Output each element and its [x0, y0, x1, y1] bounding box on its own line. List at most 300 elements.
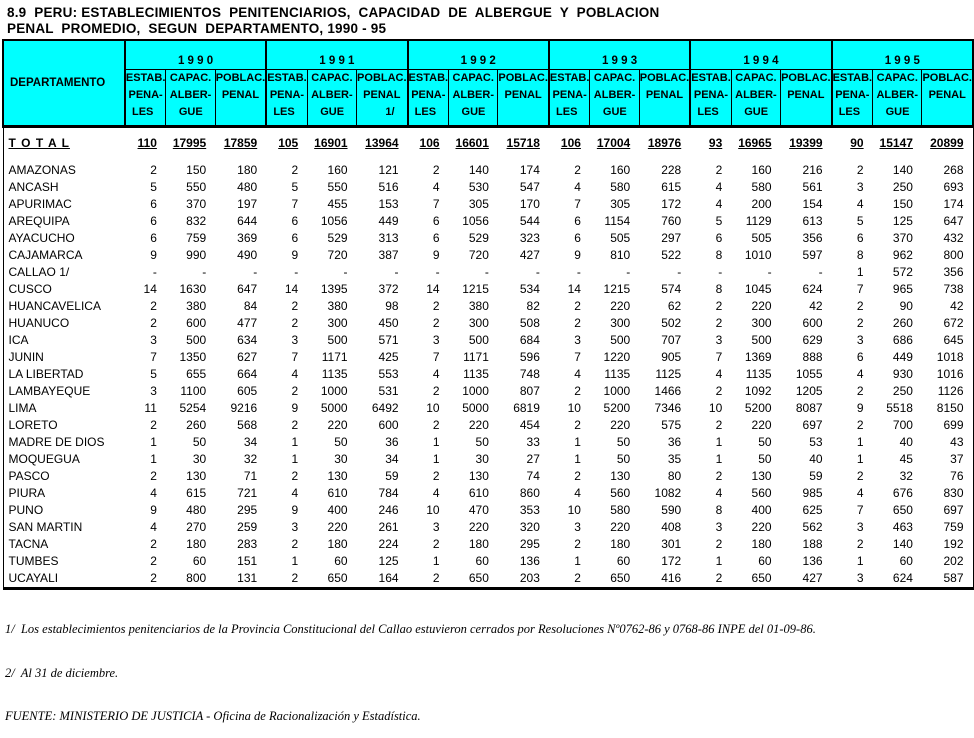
value-cell: 1 [574, 452, 581, 466]
value-cell: 759 [943, 520, 964, 534]
value-cell: - [535, 265, 540, 279]
value-cell: 647 [237, 282, 258, 296]
subcolumn-header [215, 70, 266, 127]
total-value: 90 [850, 136, 864, 150]
value-cell: 4 [856, 486, 864, 500]
title-line-2: PENAL PROMEDIO, SEGUN DEPARTAMENTO, 1990 - 95 [7, 21, 387, 36]
value-cell: 34 [243, 435, 258, 449]
table-row [3, 332, 973, 349]
value-cell: 684 [519, 333, 540, 347]
year-header: 1 9 9 0 [125, 40, 266, 70]
value-cell: 7 [574, 197, 581, 211]
value-cell: 721 [237, 486, 258, 500]
page-title [0, 0, 974, 39]
value-cell: 50 [616, 435, 631, 449]
column-header-line: CAPAC. [593, 72, 636, 84]
total-value: 16901 [314, 136, 348, 150]
value-cell: 220 [751, 418, 772, 432]
subcolumn-header [639, 70, 690, 127]
column-header-line [781, 104, 831, 121]
value-cell: 5 [715, 214, 723, 228]
value-cell: - [253, 265, 258, 279]
department-cell: TUMBES [8, 554, 59, 568]
value-cell: 664 [237, 367, 258, 381]
value-cell: 2 [291, 469, 299, 483]
value-cell: 5200 [744, 401, 772, 415]
value-cell: 2 [150, 554, 157, 568]
value-cell: 45 [899, 452, 913, 466]
value-cell: 5000 [320, 401, 348, 415]
total-value-cell [731, 127, 780, 155]
value-cell: - [677, 265, 682, 279]
value-cell: 3 [856, 520, 864, 534]
value-cell: 192 [943, 537, 964, 551]
subcolumn-header [125, 70, 166, 127]
value-cell: 6 [291, 214, 299, 228]
value-cell: 1135 [745, 367, 772, 381]
value-cell: 150 [186, 163, 207, 177]
value-cell: 2 [291, 418, 299, 432]
column-header-line: LES [697, 106, 719, 118]
value-cell: 200 [751, 197, 772, 211]
value-cell: 3 [856, 571, 864, 585]
value-cell: 7 [432, 197, 440, 211]
year-header: 1 9 9 5 [832, 40, 973, 70]
value-cell: 3 [291, 520, 299, 534]
value-cell: 6 [715, 231, 723, 245]
value-cell: 500 [751, 333, 772, 347]
total-value: 15147 [879, 136, 913, 150]
column-header-line: PENAL [363, 89, 401, 101]
column-header-line: LES [131, 106, 154, 118]
value-cell: 300 [327, 316, 348, 330]
value-cell: 800 [943, 248, 964, 262]
value-cell: 151 [237, 554, 258, 568]
value-cell: 3 [856, 333, 864, 347]
value-cell: 295 [519, 537, 540, 551]
value-cell: 320 [519, 520, 540, 534]
table-row [3, 485, 973, 502]
value-cell: 522 [661, 248, 682, 262]
value-cell: 629 [802, 333, 823, 347]
value-cell: 699 [943, 418, 964, 432]
value-cell: 14 [567, 282, 581, 296]
total-value-cell [549, 127, 590, 155]
total-value-cell [590, 127, 639, 155]
value-cell: 1205 [795, 384, 823, 398]
value-cell: 1126 [937, 384, 964, 398]
value-cell: 301 [661, 537, 682, 551]
value-cell: 11 [144, 401, 157, 415]
department-cell: APURIMAC [8, 197, 72, 211]
value-cell: 1 [291, 554, 299, 568]
value-cell: 2 [856, 418, 864, 432]
value-cell: 130 [186, 469, 207, 483]
footnotes [5, 593, 974, 738]
column-header-line: POBLAC. [781, 72, 831, 84]
value-cell: 432 [943, 231, 964, 245]
value-cell: 164 [378, 571, 399, 585]
value-cell: 180 [186, 537, 207, 551]
value-cell: 172 [661, 197, 682, 211]
total-value-cell [781, 127, 832, 155]
column-header-line: CAPAC. [735, 72, 777, 84]
total-value-cell [166, 127, 215, 155]
value-cell: 380 [327, 299, 348, 313]
value-cell: - [294, 265, 299, 279]
value-cell: 4 [291, 367, 299, 381]
value-cell: 160 [327, 163, 348, 177]
value-cell: 140 [468, 163, 489, 177]
value-cell: 3 [574, 333, 581, 347]
subcolumn-header [731, 70, 780, 127]
value-cell: - [394, 265, 399, 279]
table-row [3, 383, 973, 400]
value-cell: 3 [432, 333, 440, 347]
value-cell: 3 [715, 333, 723, 347]
value-cell: - [484, 265, 489, 279]
total-value-cell [125, 127, 166, 155]
table-row [3, 417, 973, 434]
subcolumn-header-row [3, 70, 973, 127]
value-cell: 370 [892, 231, 913, 245]
value-cell: 4 [574, 486, 581, 500]
value-cell: 1395 [320, 282, 348, 296]
value-cell: 575 [661, 418, 682, 432]
value-cell: 3 [856, 180, 864, 194]
value-cell: 2 [291, 571, 299, 585]
total-value-cell [408, 127, 449, 155]
value-cell: 1 [856, 435, 864, 449]
value-cell: 353 [519, 503, 540, 517]
value-cell: 697 [802, 418, 823, 432]
total-value-cell [357, 127, 408, 155]
value-cell: 220 [468, 520, 489, 534]
value-cell: 180 [468, 537, 489, 551]
department-cell: ANCASH [8, 180, 59, 194]
value-cell: 2 [856, 469, 864, 483]
value-cell: 5200 [603, 401, 631, 415]
value-cell: 220 [327, 418, 348, 432]
value-cell: 502 [661, 316, 682, 330]
value-cell: 1135 [604, 367, 631, 381]
department-cell: AMAZONAS [8, 163, 76, 177]
value-cell: 250 [892, 384, 913, 398]
value-cell: 59 [809, 469, 823, 483]
value-cell: 313 [378, 231, 399, 245]
subcolumn-header [781, 70, 832, 127]
column-header-line: CAPAC. [169, 72, 212, 84]
table-row [3, 162, 973, 179]
value-cell: 707 [661, 333, 682, 347]
value-cell: 832 [186, 214, 207, 228]
value-cell: 76 [950, 469, 964, 483]
value-cell: 8 [715, 282, 723, 296]
total-value-cell [873, 127, 922, 155]
column-header-line: ESTAB. [267, 72, 307, 84]
table-row [3, 196, 973, 213]
value-cell: 30 [475, 452, 489, 466]
value-cell: 580 [751, 180, 772, 194]
value-cell: 2 [291, 163, 299, 177]
statistics-table [2, 39, 974, 590]
column-header-line: CAPAC. [876, 72, 918, 84]
total-value: 110 [137, 136, 157, 150]
column-header-line: PENA- [269, 89, 305, 101]
value-cell: 1154 [604, 214, 631, 228]
value-cell: 9 [150, 503, 157, 517]
table-row [3, 298, 973, 315]
department-column-header: DEPARTAMENTO [3, 40, 125, 127]
department-cell: CAJAMARCA [8, 248, 83, 262]
value-cell: 760 [661, 214, 682, 228]
value-cell: 154 [802, 197, 823, 211]
column-header-line: PENAL [787, 89, 825, 101]
column-header-line: 1/ [385, 106, 395, 118]
value-cell: 60 [192, 554, 207, 568]
value-cell: 427 [802, 571, 823, 585]
total-label: T O T A L [8, 136, 70, 150]
value-cell: 220 [468, 418, 489, 432]
value-cell: 580 [610, 180, 631, 194]
value-cell: 574 [661, 282, 682, 296]
value-cell: 1 [715, 554, 723, 568]
value-cell: 416 [661, 571, 682, 585]
value-cell: 4 [856, 197, 864, 211]
value-cell: 1630 [179, 282, 207, 296]
value-cell: 650 [610, 571, 631, 585]
value-cell: 9 [432, 248, 440, 262]
value-cell: 10 [426, 401, 440, 415]
value-cell: 1215 [462, 282, 489, 296]
value-cell: 1135 [321, 367, 348, 381]
value-cell: 1215 [603, 282, 631, 296]
value-cell: 2 [432, 418, 440, 432]
total-value: 17859 [223, 136, 258, 150]
value-cell: 9 [291, 503, 299, 517]
value-cell: 4 [150, 486, 157, 500]
department-cell: CALLAO 1/ [8, 265, 70, 279]
value-cell: 6819 [513, 401, 540, 415]
value-cell: 650 [892, 503, 913, 517]
value-cell: 650 [468, 571, 489, 585]
value-cell: 6 [291, 231, 299, 245]
value-cell: 1 [150, 452, 157, 466]
department-cell: AYACUCHO [8, 231, 75, 245]
total-value: 17004 [596, 136, 631, 150]
value-cell: 600 [186, 316, 207, 330]
value-cell: 508 [519, 316, 540, 330]
value-cell: 4 [574, 367, 581, 381]
department-cell: LA LIBERTAD [8, 367, 84, 381]
value-cell: 32 [899, 469, 913, 483]
value-cell: 7 [574, 350, 581, 364]
value-cell: 372 [378, 282, 399, 296]
total-value-cell [922, 127, 973, 155]
value-cell: 259 [237, 520, 258, 534]
value-cell: 500 [186, 333, 207, 347]
value-cell: 1 [432, 452, 440, 466]
value-cell: 36 [667, 435, 682, 449]
value-cell: 8 [715, 248, 723, 262]
value-cell: 1 [432, 435, 440, 449]
department-cell: PASCO [8, 469, 50, 483]
value-cell: 53 [809, 435, 823, 449]
value-cell: 655 [186, 367, 207, 381]
value-cell: 1 [291, 435, 299, 449]
total-value: 15718 [506, 136, 540, 150]
value-cell: 203 [519, 571, 540, 585]
value-cell: 10 [708, 401, 723, 415]
value-cell: 1056 [462, 214, 489, 228]
value-cell: 6 [150, 231, 157, 245]
value-cell: - [576, 265, 581, 279]
value-cell: 738 [943, 282, 964, 296]
table-row [3, 230, 973, 247]
value-cell: 4 [432, 367, 440, 381]
column-header-line: ESTAB. [408, 72, 449, 84]
value-cell: 400 [751, 503, 772, 517]
column-header-line: ALBER- [593, 89, 636, 101]
value-cell: 553 [378, 367, 399, 381]
column-header-line: LES [838, 106, 861, 118]
value-cell: 228 [661, 163, 682, 177]
value-cell: 550 [186, 180, 207, 194]
value-cell: 7 [150, 350, 157, 364]
column-header-line: GUE [602, 106, 627, 118]
value-cell: 10 [426, 503, 440, 517]
total-value: 105 [278, 136, 299, 150]
value-cell: 800 [186, 571, 207, 585]
value-cell: 4 [715, 180, 723, 194]
total-value: 16601 [455, 136, 489, 150]
value-cell: 5 [291, 180, 299, 194]
footnote-1: 1/ Los establecimientos penitenciarios de la Provincia Constitucional del Callao estuvieron cerrados por Resoluciones Nº0762-86 y 0768-86 INPE del 01-09-86. [5, 622, 816, 636]
value-cell: 3 [150, 333, 157, 347]
value-cell: 174 [519, 163, 540, 177]
value-cell: 530 [468, 180, 489, 194]
value-cell: 2 [432, 316, 440, 330]
value-cell: 759 [186, 231, 207, 245]
value-cell: 130 [468, 469, 489, 483]
value-cell: 1055 [795, 367, 823, 381]
department-cell: PIURA [8, 486, 46, 500]
column-header-line: POBLAC. [639, 72, 690, 84]
column-header-line: ESTAB. [125, 72, 166, 84]
value-cell: 6 [574, 214, 581, 228]
value-cell: 356 [802, 231, 823, 245]
value-cell: 30 [192, 452, 207, 466]
value-cell: 153 [378, 197, 399, 211]
value-cell: 1 [715, 452, 723, 466]
value-cell: 400 [327, 503, 348, 517]
value-cell: 2 [432, 163, 440, 177]
value-cell: 990 [186, 248, 207, 262]
value-cell: - [343, 265, 348, 279]
value-cell: 965 [892, 282, 913, 296]
value-cell: 748 [519, 367, 540, 381]
value-cell: 136 [519, 554, 540, 568]
department-cell: CUSCO [8, 282, 52, 296]
value-cell: 35 [667, 452, 682, 466]
department-cell: MOQUEGUA [8, 452, 80, 466]
value-cell: 2 [432, 469, 440, 483]
value-cell: 5518 [886, 401, 913, 415]
value-cell: 547 [519, 180, 540, 194]
value-cell: 5000 [462, 401, 489, 415]
value-cell: 477 [237, 316, 258, 330]
value-cell: 60 [616, 554, 631, 568]
total-value-cell [266, 127, 307, 155]
value-cell: 490 [237, 248, 258, 262]
column-header-line: PENAL [221, 89, 260, 101]
value-cell: 202 [943, 554, 964, 568]
subcolumn-header [408, 70, 449, 127]
value-cell: 10 [567, 503, 581, 517]
value-cell: 2 [574, 316, 581, 330]
value-cell: 2 [715, 299, 723, 313]
column-header-line: GUE [461, 106, 486, 118]
value-cell: 5 [150, 180, 157, 194]
value-cell: 587 [943, 571, 964, 585]
value-cell: 2 [150, 299, 157, 313]
value-cell: 4 [432, 180, 440, 194]
value-cell: 408 [661, 520, 682, 534]
column-header-line [640, 104, 690, 121]
value-cell: 615 [661, 180, 682, 194]
value-cell: 560 [751, 486, 772, 500]
value-cell: 700 [892, 418, 913, 432]
column-header-line: GUE [744, 106, 769, 118]
value-cell: 7 [856, 282, 864, 296]
value-cell: 7 [432, 350, 440, 364]
subcolumn-header [307, 70, 356, 127]
footnote-2: 2/ Al 31 de diciembre. [5, 665, 119, 680]
value-cell: 610 [327, 486, 348, 500]
value-cell: 220 [751, 299, 772, 313]
value-cell: 693 [943, 180, 964, 194]
table-header [3, 40, 973, 127]
value-cell: 356 [943, 265, 964, 279]
value-cell: 480 [237, 180, 258, 194]
year-header: 1 9 9 2 [408, 40, 549, 70]
value-cell: 647 [943, 214, 964, 228]
value-cell: - [818, 265, 823, 279]
column-header-line: CAPAC. [311, 72, 353, 84]
column-header-line: ALBER- [735, 89, 777, 101]
column-header-line: LES [556, 106, 578, 118]
value-cell: 505 [751, 231, 772, 245]
total-value-cell [832, 127, 873, 155]
value-cell: 1045 [744, 282, 772, 296]
column-header-line: PENAL [928, 89, 966, 101]
value-cell: 2 [856, 537, 864, 551]
value-cell: 454 [519, 418, 540, 432]
value-cell: 14 [143, 282, 157, 296]
department-cell: SAN MARTIN [8, 520, 83, 534]
value-cell: - [435, 265, 440, 279]
value-cell: 60 [334, 554, 348, 568]
table-row [3, 553, 973, 570]
value-cell: 1220 [603, 350, 631, 364]
value-cell: 220 [610, 418, 631, 432]
value-cell: 455 [327, 197, 348, 211]
source-note: FUENTE: MINISTERIO DE JUSTICIA - Oficina de Racionalización y Estadística. [5, 709, 421, 723]
value-cell: 140 [892, 537, 913, 551]
value-cell: 1 [150, 435, 157, 449]
value-cell: 270 [186, 520, 207, 534]
value-cell: 9 [291, 401, 299, 415]
